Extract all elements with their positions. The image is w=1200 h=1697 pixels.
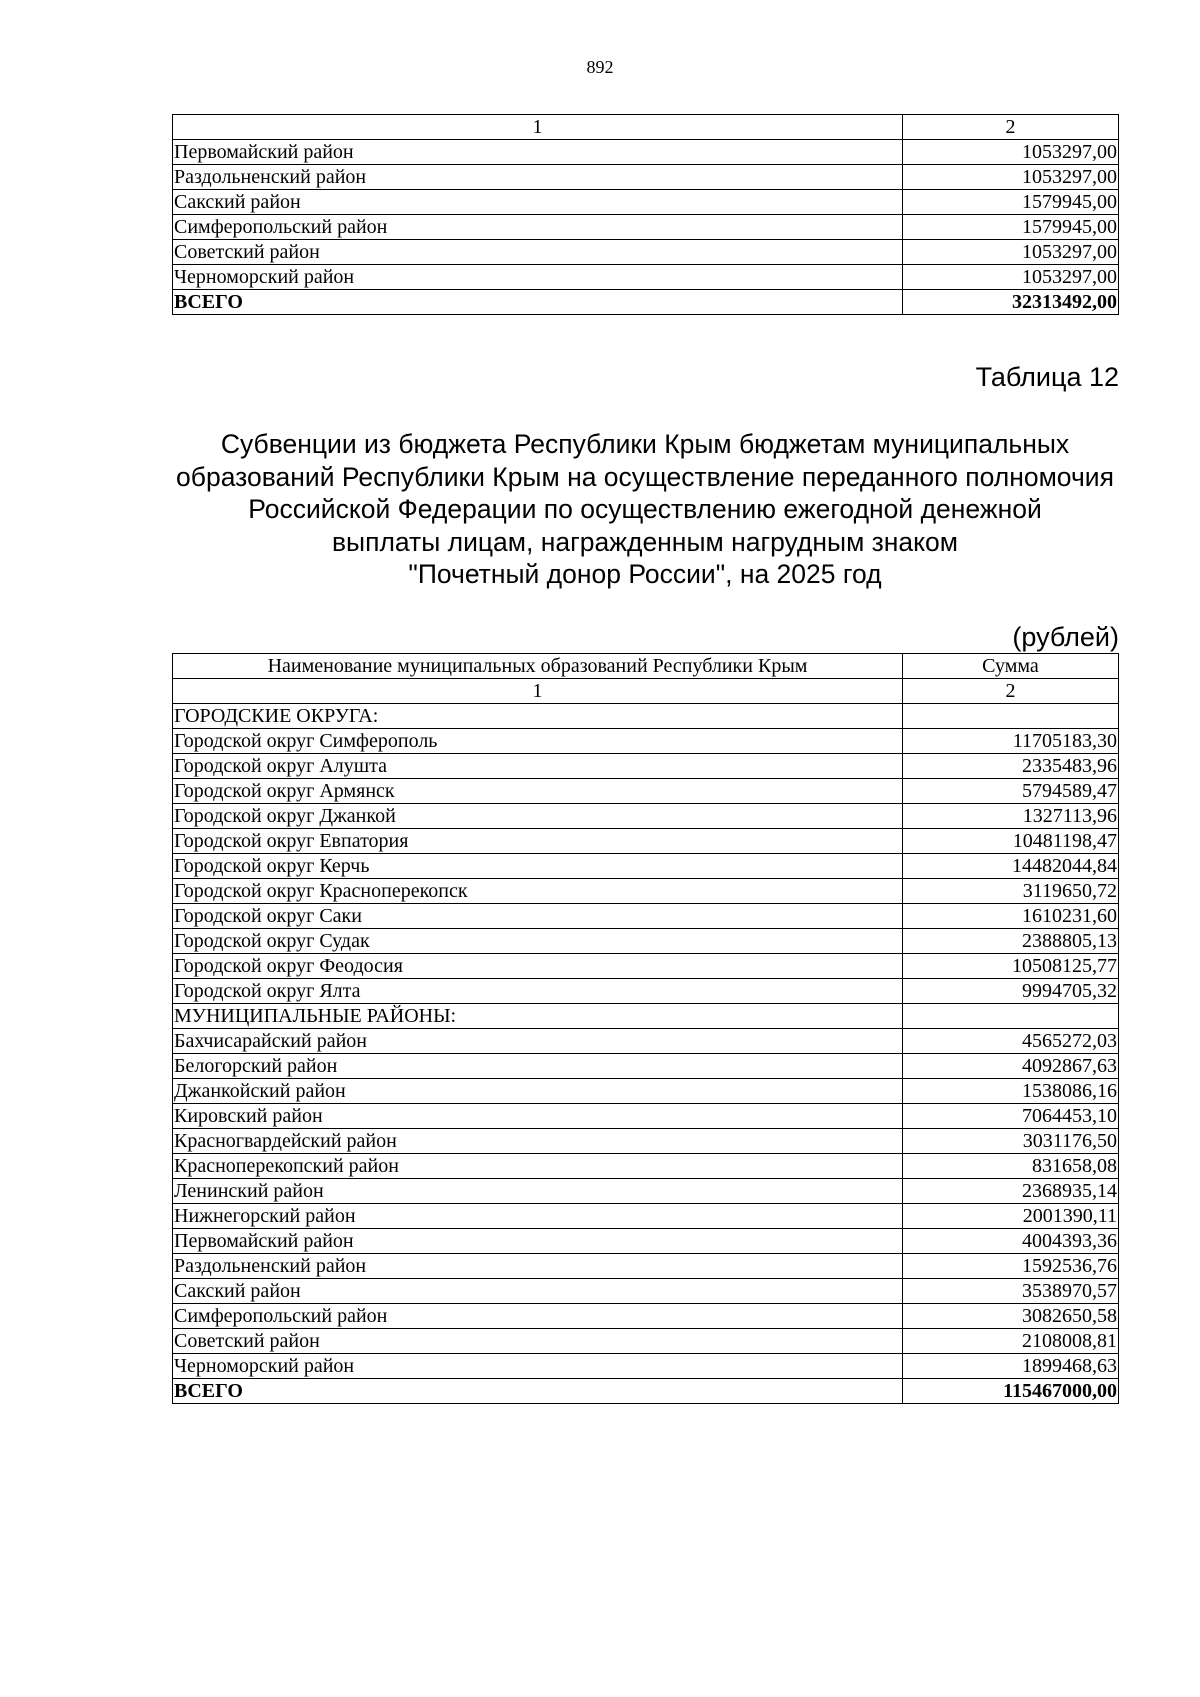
table-row [173,729,1119,754]
row-name: Симферопольский район [173,215,903,240]
table-row [173,829,1119,854]
table-row [173,1129,1119,1154]
row-value: 9994705,32 [903,979,1119,1004]
column-number-1: 1 [173,115,903,140]
table-row [173,215,1119,240]
row-name: Первомайский район [173,1229,903,1254]
row-value: 1053297,00 [903,265,1119,290]
row-value [903,704,1119,729]
row-value: 4004393,36 [903,1229,1119,1254]
total-row [173,1379,1119,1404]
column-header-sum: Сумма [903,654,1119,679]
row-value: 2108008,81 [903,1329,1119,1354]
table-row [173,265,1119,290]
row-value: 1053297,00 [903,240,1119,265]
row-name: Городской округ Евпатория [173,829,903,854]
row-value: 1899468,63 [903,1354,1119,1379]
row-name: Нижнегорский район [173,1204,903,1229]
column-number-1: 1 [173,679,903,704]
row-name: Городской округ Феодосия [173,954,903,979]
table-column-numbers [173,115,1119,140]
table-row [173,1354,1119,1379]
row-value: 3031176,50 [903,1129,1119,1154]
row-value: 1579945,00 [903,190,1119,215]
row-value: 1592536,76 [903,1254,1119,1279]
table-row [173,1079,1119,1104]
table-row [173,1154,1119,1179]
row-value: 115467000,00 [903,1379,1119,1404]
row-value: 14482044,84 [903,854,1119,879]
row-value: 10508125,77 [903,954,1119,979]
title-line: выплаты лицам, награжденным нагрудным знаком [331,526,959,557]
table-row [173,165,1119,190]
page-number: 892 [586,57,614,77]
table-row [173,854,1119,879]
row-name: Городской округ Симферополь [173,729,903,754]
title-line: "Почетный донор России", на 2025 год [408,559,882,589]
row-name: Симферопольский район [173,1304,903,1329]
units-label: (рублей) [1012,622,1119,652]
row-value: 3538970,57 [903,1279,1119,1304]
row-value: 1579945,00 [903,215,1119,240]
table-row [173,1029,1119,1054]
row-value: 4092867,63 [903,1054,1119,1079]
row-name: ВСЕГО [173,1379,903,1404]
column-number-2: 2 [903,679,1119,704]
row-value: 1053297,00 [903,165,1119,190]
row-name: Ленинский район [173,1179,903,1204]
table-row [173,1279,1119,1304]
column-header-name: Наименование муниципальных образований Республики Крым [173,654,903,679]
row-name: Советский район [173,240,903,265]
row-name: Городской округ Судак [173,929,903,954]
row-name: Сакский район [173,190,903,215]
row-name: Первомайский район [173,140,903,165]
row-value: 32313492,00 [903,290,1119,315]
row-value: 7064453,10 [903,1104,1119,1129]
row-name: Бахчисарайский район [173,1029,903,1054]
row-name: ГОРОДСКИЕ ОКРУГА: [173,704,903,729]
column-number-2: 2 [903,115,1119,140]
row-name: Кировский район [173,1104,903,1129]
title-line: Российской Федерации по осуществлению ежегодной денежной [248,494,1042,524]
row-name: Советский район [173,1329,903,1354]
table-row [173,804,1119,829]
row-value: 831658,08 [903,1154,1119,1179]
row-name: Раздольненский район [173,1254,903,1279]
table-row [173,140,1119,165]
previous-table-continuation [172,114,1119,315]
row-name: Городской округ Армянск [173,779,903,804]
table-row [173,1054,1119,1079]
table-row [173,1329,1119,1354]
row-value: 2368935,14 [903,1179,1119,1204]
row-name: Сакский район [173,1279,903,1304]
table-row [173,779,1119,804]
row-value: 2001390,11 [903,1204,1119,1229]
table-label: Таблица 12 [975,362,1119,392]
row-name: Городской округ Керчь [173,854,903,879]
row-value: 10481198,47 [903,829,1119,854]
row-name: Джанкойский район [173,1079,903,1104]
row-name: Городской округ Джанкой [173,804,903,829]
row-name: Городской округ Ялта [173,979,903,1004]
row-value: 1327113,96 [903,804,1119,829]
row-value: 1610231,60 [903,904,1119,929]
row-value: 5794589,47 [903,779,1119,804]
row-name: Черноморский район [173,265,903,290]
table-row [173,240,1119,265]
row-name: Белогорский район [173,1054,903,1079]
table-row [173,1104,1119,1129]
title-line: образований Республики Крым на осуществление переданного полномочия [176,461,1114,492]
row-value: 2388805,13 [903,929,1119,954]
table-column-numbers [173,679,1119,704]
section-header-row [173,1004,1119,1029]
row-name: Городской округ Красноперекопск [173,879,903,904]
table-title [150,428,1140,591]
section-header-row [173,704,1119,729]
row-value: 2335483,96 [903,754,1119,779]
table-row [173,1304,1119,1329]
table-row [173,190,1119,215]
table-row [173,1204,1119,1229]
row-value: 11705183,30 [903,729,1119,754]
row-name: Черноморский район [173,1354,903,1379]
table-row [173,1254,1119,1279]
row-value [903,1004,1119,1029]
table-row [173,929,1119,954]
row-value: 3119650,72 [903,879,1119,904]
table-row [173,879,1119,904]
row-name: МУНИЦИПАЛЬНЫЕ РАЙОНЫ: [173,1004,903,1029]
row-name: ВСЕГО [173,290,903,315]
table-row [173,1229,1119,1254]
row-name: Красногвардейский район [173,1129,903,1154]
subventions-table [172,653,1119,1404]
row-name: Городской округ Алушта [173,754,903,779]
row-name: Городской округ Саки [173,904,903,929]
row-name: Раздольненский район [173,165,903,190]
row-value: 3082650,58 [903,1304,1119,1329]
table-row [173,1179,1119,1204]
row-name: Красноперекопский район [173,1154,903,1179]
title-line: Субвенции из бюджета Республики Крым бюджетам муниципальных [220,429,1070,459]
row-value: 4565272,03 [903,1029,1119,1054]
total-row [173,290,1119,315]
table-header-row [173,654,1119,679]
table-row [173,979,1119,1004]
table-row [173,754,1119,779]
table-row [173,954,1119,979]
table-row [173,904,1119,929]
row-value: 1538086,16 [903,1079,1119,1104]
row-value: 1053297,00 [903,140,1119,165]
